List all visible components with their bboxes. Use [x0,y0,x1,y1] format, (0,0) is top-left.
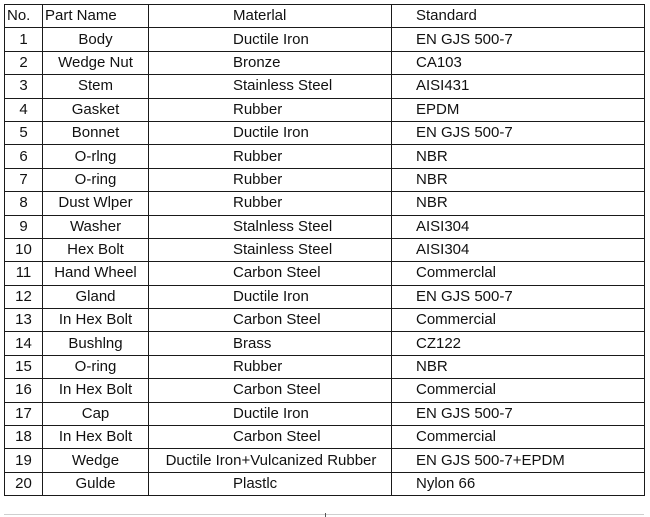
table-row [5,402,645,425]
row-number-cell: 12 [5,285,43,308]
part-name-cell: O-ring [43,168,149,191]
table-row [5,168,645,191]
standard-cell: NBR [392,355,645,378]
material-cell: Stainless Steel [149,238,392,261]
table-row [5,215,645,238]
material-cell: Ductile Iron+Vulcanized Rubber [149,449,392,472]
material-cell: Ductile Iron [149,402,392,425]
material-cell: Ductile Iron [149,285,392,308]
part-name-cell: Stem [43,75,149,98]
part-name-cell: Cap [43,402,149,425]
table-row [5,332,645,355]
table-row [5,145,645,168]
row-number-cell: 13 [5,309,43,332]
standard-cell: CZ122 [392,332,645,355]
bottom-divider [4,514,644,515]
row-number-cell: 4 [5,98,43,121]
table-row [5,98,645,121]
standard-cell: AISI304 [392,215,645,238]
part-name-cell: Dust Wlper [43,192,149,215]
standard-cell: Commercial [392,379,645,402]
material-cell: Carbon Steel [149,426,392,449]
row-number-cell: 11 [5,262,43,285]
row-number-cell: 7 [5,168,43,191]
standard-cell: EN GJS 500-7 [392,121,645,144]
standard-cell: NBR [392,145,645,168]
standard-cell: EN GJS 500-7+EPDM [392,449,645,472]
standard-cell: EPDM [392,98,645,121]
material-cell: Rubber [149,355,392,378]
row-number-cell: 6 [5,145,43,168]
table-row [5,426,645,449]
part-name-cell: Gland [43,285,149,308]
material-cell: Carbon Steel [149,379,392,402]
bottom-tick-mark [325,513,326,517]
part-name-cell: Body [43,28,149,51]
part-name-cell: O-rlng [43,145,149,168]
table-row [5,51,645,74]
material-cell: Rubber [149,192,392,215]
part-name-cell: Washer [43,215,149,238]
material-cell: Stalnless Steel [149,215,392,238]
material-cell: Rubber [149,98,392,121]
row-number-cell: 19 [5,449,43,472]
standard-cell: Commerclal [392,262,645,285]
part-name-cell: Wedge Nut [43,51,149,74]
parts-sheet [4,4,644,496]
part-name-cell: O-ring [43,355,149,378]
row-number-cell: 20 [5,472,43,495]
material-cell: Stainless Steel [149,75,392,98]
material-cell: Plastlc [149,472,392,495]
part-name-cell: In Hex Bolt [43,379,149,402]
row-number-cell: 10 [5,238,43,261]
row-number-cell: 18 [5,426,43,449]
part-name-cell: In Hex Bolt [43,426,149,449]
row-number-cell: 3 [5,75,43,98]
table-row [5,75,645,98]
row-number-cell: 16 [5,379,43,402]
table-row [5,355,645,378]
material-cell: Rubber [149,168,392,191]
material-cell: Ductile Iron [149,121,392,144]
standard-cell: CA103 [392,51,645,74]
row-number-cell: 1 [5,28,43,51]
table-row [5,28,645,51]
part-name-cell: Bushlng [43,332,149,355]
standard-cell: Commercial [392,309,645,332]
material-cell: Rubber [149,145,392,168]
part-name-cell: Gasket [43,98,149,121]
material-cell: Ductile Iron [149,28,392,51]
table-row [5,309,645,332]
table-row [5,449,645,472]
part-name-cell: Wedge [43,449,149,472]
header-material: Materlal [149,5,392,28]
standard-cell: AISI304 [392,238,645,261]
header-standard: Standard [392,5,645,28]
table-row [5,192,645,215]
row-number-cell: 17 [5,402,43,425]
standard-cell: NBR [392,168,645,191]
table-row [5,472,645,495]
parts-table [4,4,645,496]
material-cell: Brass [149,332,392,355]
table-row [5,285,645,308]
row-number-cell: 15 [5,355,43,378]
standard-cell: Nylon 66 [392,472,645,495]
standard-cell: EN GJS 500-7 [392,402,645,425]
header-no: No. [5,5,43,28]
table-row [5,121,645,144]
table-row [5,238,645,261]
standard-cell: Commercial [392,426,645,449]
standard-cell: EN GJS 500-7 [392,28,645,51]
table-row [5,262,645,285]
header-row [5,5,645,28]
table-body [5,28,645,496]
row-number-cell: 5 [5,121,43,144]
part-name-cell: Gulde [43,472,149,495]
material-cell: Bronze [149,51,392,74]
table-row [5,379,645,402]
part-name-cell: Bonnet [43,121,149,144]
standard-cell: AISI431 [392,75,645,98]
row-number-cell: 8 [5,192,43,215]
part-name-cell: In Hex Bolt [43,309,149,332]
part-name-cell: Hand Wheel [43,262,149,285]
standard-cell: EN GJS 500-7 [392,285,645,308]
row-number-cell: 14 [5,332,43,355]
row-number-cell: 9 [5,215,43,238]
header-part-name: Part Name [43,5,149,28]
material-cell: Carbon Steel [149,309,392,332]
part-name-cell: Hex Bolt [43,238,149,261]
row-number-cell: 2 [5,51,43,74]
material-cell: Carbon Steel [149,262,392,285]
standard-cell: NBR [392,192,645,215]
